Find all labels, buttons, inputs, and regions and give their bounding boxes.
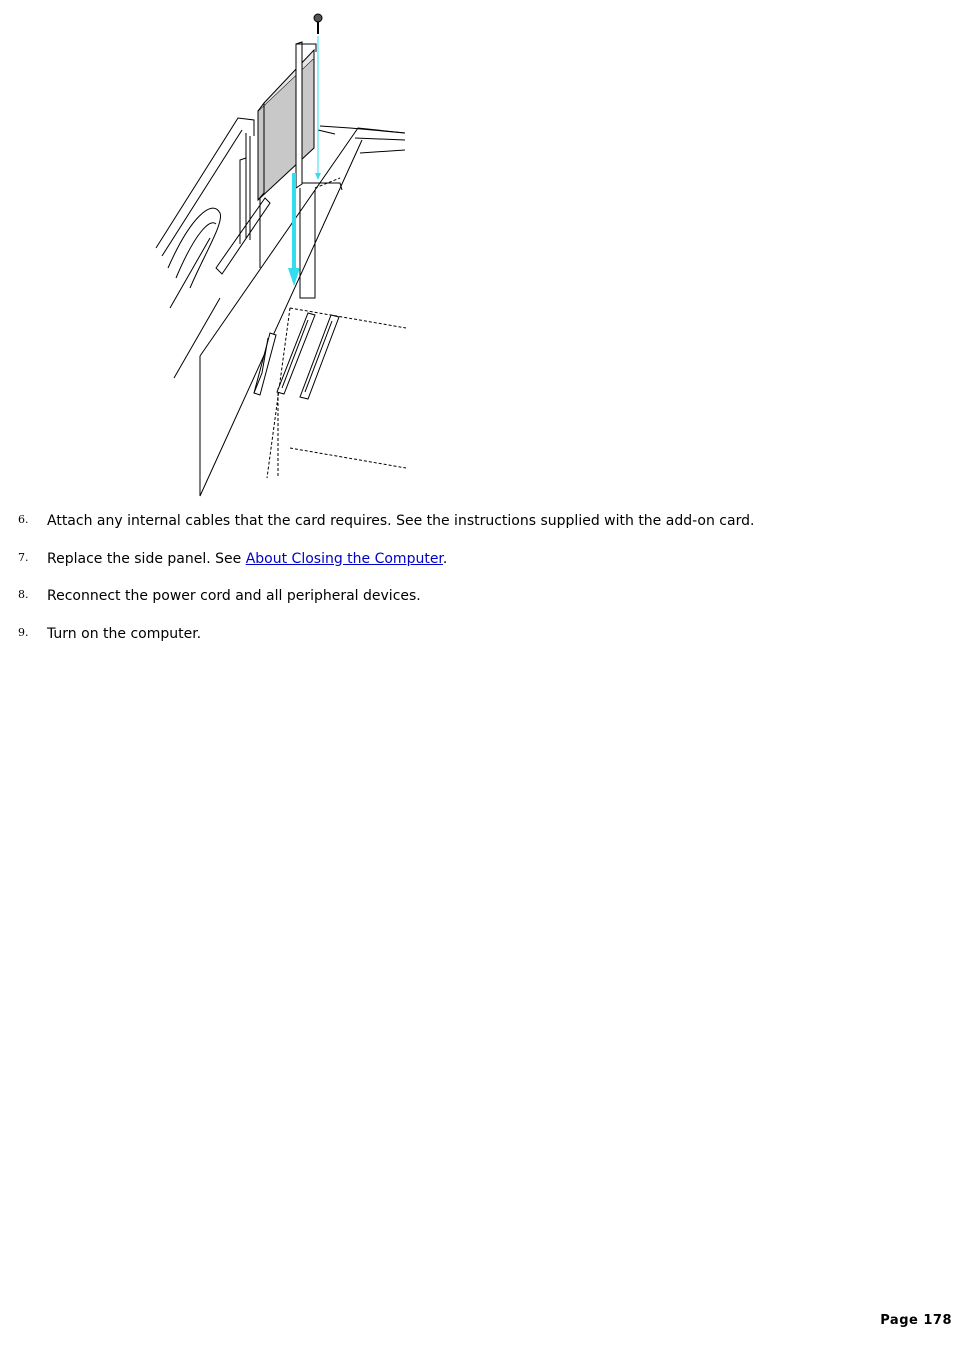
chassis-inner-outline <box>162 130 242 256</box>
step-number: 9. <box>18 625 29 639</box>
about-closing-computer-link[interactable]: About Closing the Computer <box>245 550 443 567</box>
step-text: Turn on the computer. <box>47 625 202 642</box>
step-text-after: . <box>442 550 448 567</box>
card-bracket <box>296 42 302 188</box>
instruction-steps <box>0 512 954 662</box>
step-7 <box>0 550 954 588</box>
step-number: 6. <box>18 513 29 526</box>
card-installation-diagram <box>150 8 412 500</box>
step-number: 7. <box>18 550 29 564</box>
step-text-before: Replace the side panel. See <box>47 550 246 567</box>
step-6 <box>0 512 954 550</box>
step-text: Reconnect the power cord and all peripheral devices. <box>47 588 421 604</box>
step-8 <box>0 587 954 625</box>
screw-icon <box>314 14 322 22</box>
step-9 <box>0 625 954 663</box>
chassis-vent-curve <box>168 208 221 288</box>
step-text: Attach any internal cables that the card requires. See the instructions supplied with the add-on card. <box>47 513 755 529</box>
step-number: 8. <box>18 588 29 601</box>
chassis-outline <box>156 118 254 248</box>
page-number: Page 178 <box>880 1313 952 1328</box>
step-text <box>47 550 447 568</box>
